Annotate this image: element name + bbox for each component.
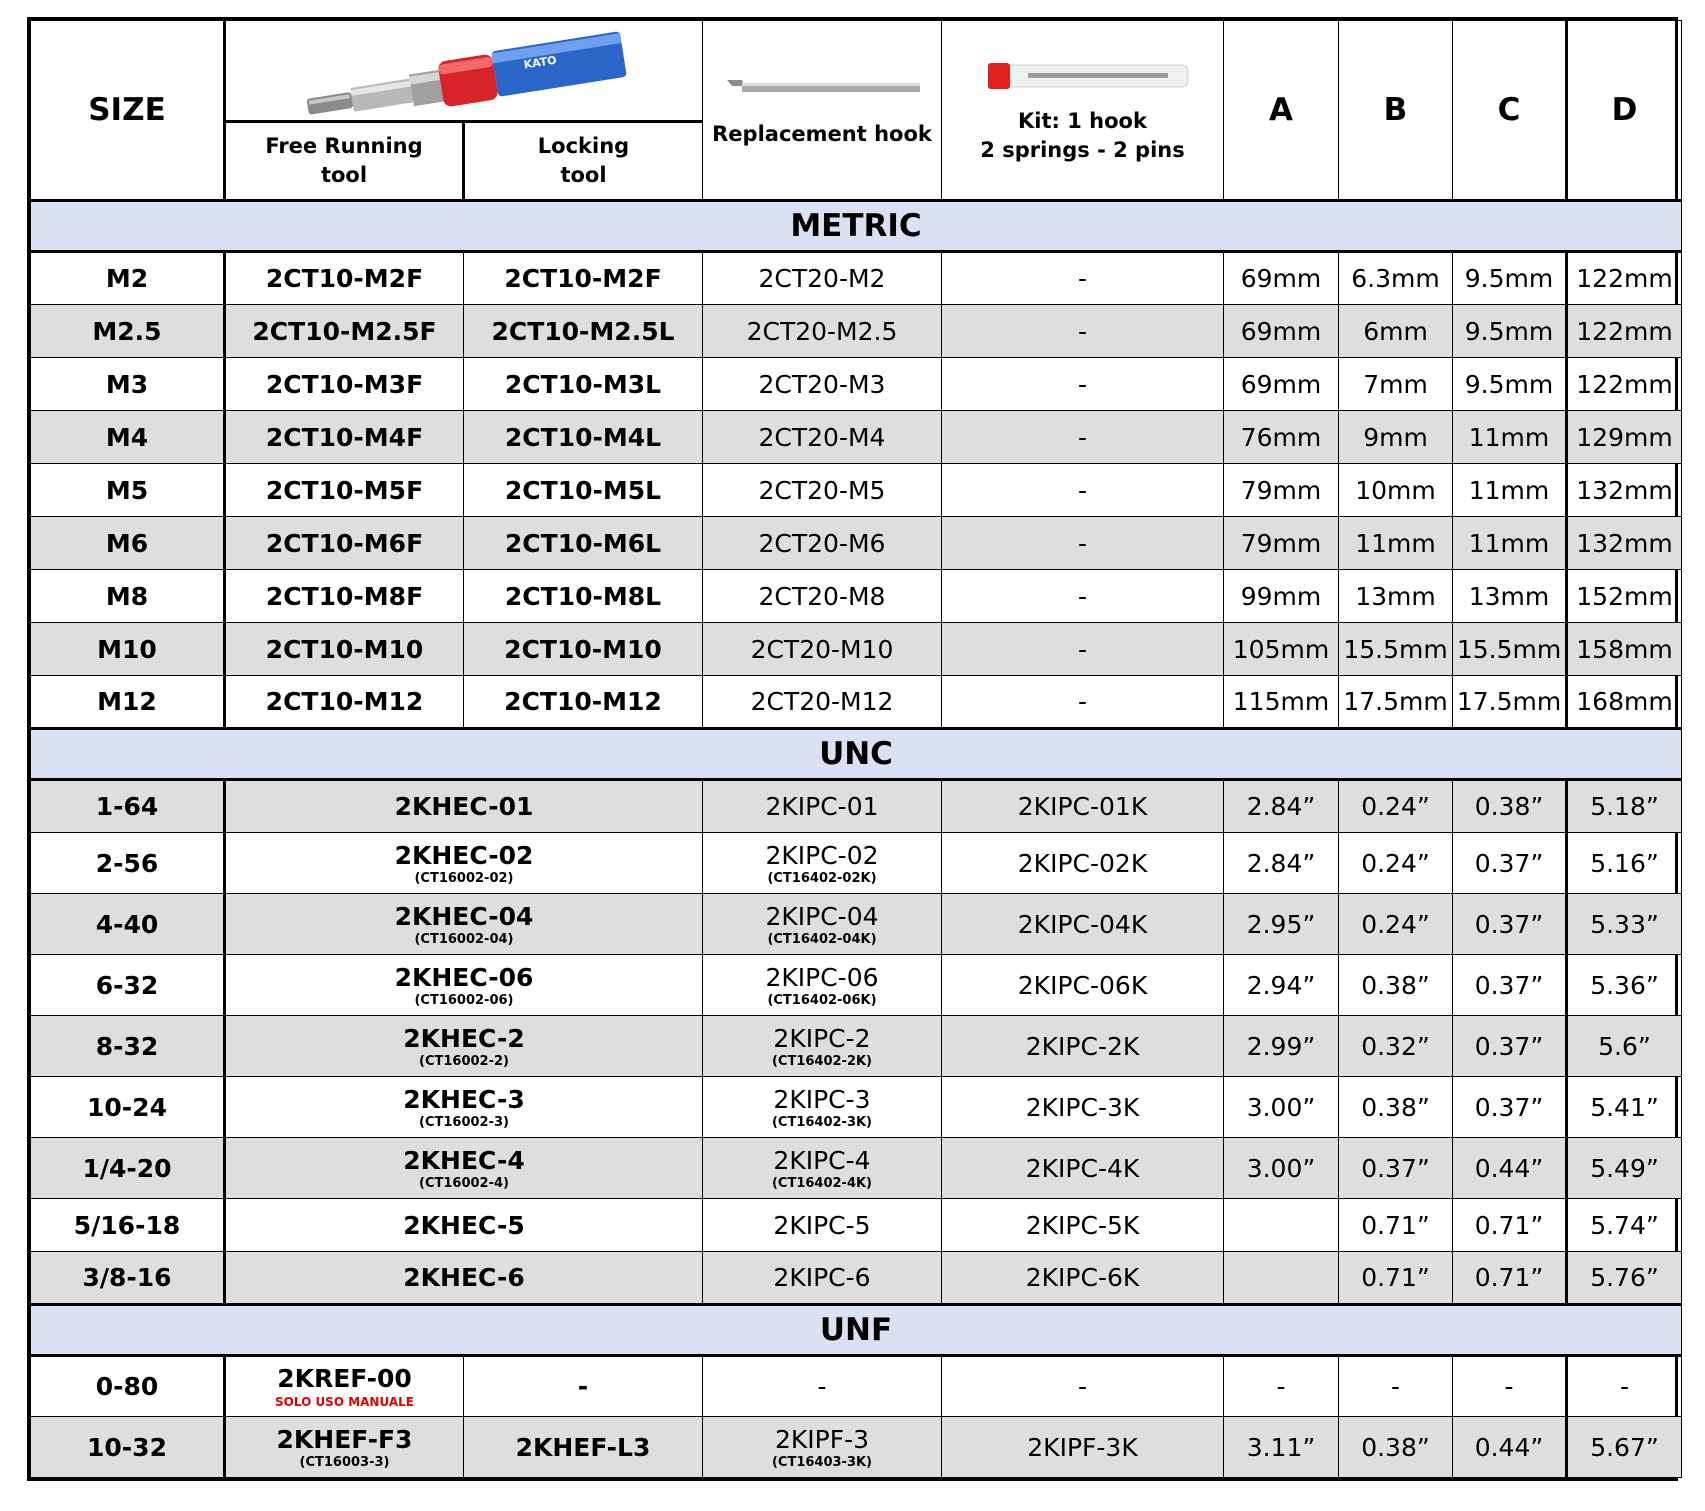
table-row — [31, 305, 1682, 358]
dim-b-cell: 13mm — [1339, 570, 1453, 623]
hook-cell-sub: (CT16402-3K) — [771, 1114, 873, 1130]
kit-cell: - — [942, 1356, 1224, 1417]
table-row — [31, 252, 1682, 305]
tool-cell-sub: (CT16002-4) — [419, 1175, 509, 1191]
table-row — [31, 623, 1682, 676]
dim-d-cell: 5.18” — [1567, 780, 1682, 833]
table-row — [31, 780, 1682, 833]
hook-cell-sub: (CT16402-06K) — [767, 992, 877, 1008]
kit-cell: - — [942, 517, 1224, 570]
kit-cell: - — [942, 252, 1224, 305]
dim-b-cell: 0.32” — [1339, 1016, 1453, 1077]
tool-cell: 2KHEC-6 — [225, 1252, 703, 1305]
tool-cell — [225, 1077, 703, 1138]
hook-cell: 2CT20-M5 — [703, 464, 942, 517]
hook-cell-value: 2KIPC-2 — [773, 1023, 871, 1053]
tool-cell: 2KHEC-5 — [225, 1199, 703, 1252]
kit-cell: 2KIPC-6K — [942, 1252, 1224, 1305]
size-cell: M12 — [31, 676, 225, 729]
free-running-cell: 2CT10-M10 — [225, 623, 464, 676]
table-row — [31, 1016, 1682, 1077]
dim-c-cell: 0.71” — [1453, 1199, 1567, 1252]
dim-a-cell: 105mm — [1224, 623, 1339, 676]
header-locking-line1: Locking — [537, 134, 630, 159]
table-row — [31, 1252, 1682, 1305]
tool-cell: 2KHEC-01 — [225, 780, 703, 833]
free-running-cell-value: 2KHEF-F3 — [276, 1424, 413, 1454]
hook-cell: 2KIPC-01 — [703, 780, 942, 833]
header-kit — [942, 21, 1224, 201]
dim-d-cell: 5.76” — [1567, 1252, 1682, 1305]
hook-cell: 2CT20-M4 — [703, 411, 942, 464]
hook-cell-value: 2KIPC-06 — [765, 962, 879, 992]
hook-cell: 2CT20-M3 — [703, 358, 942, 411]
tool-cell-value: 2KHEC-02 — [394, 840, 534, 870]
dim-d-cell: 5.33” — [1567, 894, 1682, 955]
tool-cell-value: 2KHEC-06 — [394, 962, 534, 992]
dim-d-cell: 122mm — [1567, 305, 1682, 358]
table-row — [31, 1356, 1682, 1417]
dim-c-cell: 9.5mm — [1453, 305, 1567, 358]
size-cell: M8 — [31, 570, 225, 623]
size-cell: 0-80 — [31, 1356, 225, 1417]
free-running-cell: 2CT10-M8F — [225, 570, 464, 623]
dim-a-cell: 2.99” — [1224, 1016, 1339, 1077]
size-cell: M10 — [31, 623, 225, 676]
dim-a-cell: - — [1224, 1356, 1339, 1417]
hook-cell — [703, 1077, 942, 1138]
dim-c-cell: 0.37” — [1453, 833, 1567, 894]
kit-cell: 2KIPC-5K — [942, 1199, 1224, 1252]
hook-cell-value: 2KIPC-4 — [773, 1145, 871, 1175]
hook-cell: 2CT20-M8 — [703, 570, 942, 623]
size-cell: 6-32 — [31, 955, 225, 1016]
dim-a-cell: 69mm — [1224, 305, 1339, 358]
dim-d-cell: 132mm — [1567, 517, 1682, 570]
hook-cell-value: 2KIPC-04 — [765, 901, 879, 931]
header-locking — [464, 122, 703, 201]
dim-d-cell: 5.74” — [1567, 1199, 1682, 1252]
dim-b-cell: 0.24” — [1339, 833, 1453, 894]
size-cell: 5/16-18 — [31, 1199, 225, 1252]
dim-c-cell: 0.71” — [1453, 1252, 1567, 1305]
table-row — [31, 1199, 1682, 1252]
metric-rows — [31, 252, 1682, 729]
tool-picture — [274, 26, 654, 116]
dim-d-cell: 5.49” — [1567, 1138, 1682, 1199]
size-cell: M4 — [31, 411, 225, 464]
kit-image — [968, 55, 1198, 97]
dim-d-cell: 168mm — [1567, 676, 1682, 729]
tool-cell-sub: (CT16002-3) — [419, 1114, 509, 1130]
table-row — [31, 1077, 1682, 1138]
free-running-cell: 2CT10-M4F — [225, 411, 464, 464]
hook-cell: 2KIPC-5 — [703, 1199, 942, 1252]
size-cell: M6 — [31, 517, 225, 570]
hook-cell-sub: (CT16402-02K) — [767, 870, 877, 886]
dim-d-cell: 5.16” — [1567, 833, 1682, 894]
locking-cell: 2CT10-M3L — [464, 358, 703, 411]
free-running-cell: 2CT10-M3F — [225, 358, 464, 411]
kit-cell: 2KIPC-2K — [942, 1016, 1224, 1077]
locking-cell: 2CT10-M12 — [464, 676, 703, 729]
dim-b-cell: 11mm — [1339, 517, 1453, 570]
size-cell: 3/8-16 — [31, 1252, 225, 1305]
dim-d-cell: 5.41” — [1567, 1077, 1682, 1138]
unc-rows — [31, 780, 1682, 1305]
dim-c-cell: - — [1453, 1356, 1567, 1417]
hook-cell-sub: (CT16403-3K) — [771, 1454, 873, 1470]
header-kit-line2: 2 springs - 2 pins — [980, 138, 1185, 162]
dim-d-cell: 5.6” — [1567, 1016, 1682, 1077]
locking-cell: - — [464, 1356, 703, 1417]
dim-a-cell: 3.00” — [1224, 1138, 1339, 1199]
dim-b-cell: 17.5mm — [1339, 676, 1453, 729]
dim-d-cell: 158mm — [1567, 623, 1682, 676]
dim-c-cell: 0.37” — [1453, 1077, 1567, 1138]
dim-a-cell — [1224, 1199, 1339, 1252]
tool-cell — [225, 955, 703, 1016]
dim-c-cell: 0.44” — [1453, 1417, 1567, 1478]
kit-cell: 2KIPC-04K — [942, 894, 1224, 955]
size-cell: 1/4-20 — [31, 1138, 225, 1199]
dim-c-cell: 0.37” — [1453, 1016, 1567, 1077]
table-row — [31, 358, 1682, 411]
header-c: C — [1453, 21, 1567, 201]
tool-cell — [225, 1138, 703, 1199]
dim-c-cell: 0.37” — [1453, 894, 1567, 955]
dim-a-cell: 2.84” — [1224, 833, 1339, 894]
header-replacement-hook-label: Replacement hook — [712, 122, 932, 146]
dim-c-cell: 0.44” — [1453, 1138, 1567, 1199]
locking-cell: 2CT10-M4L — [464, 411, 703, 464]
hook-cell-sub: (CT16402-04K) — [767, 931, 877, 947]
header-kit-line1: Kit: 1 hook — [1018, 109, 1147, 133]
hook-cell: 2CT20-M12 — [703, 676, 942, 729]
free-running-cell: 2CT10-M5F — [225, 464, 464, 517]
tool-image-cell — [225, 21, 703, 122]
kit-cell: 2KIPC-3K — [942, 1077, 1224, 1138]
free-running-cell-sub: SOLO USO MANUALE — [275, 1395, 414, 1409]
dim-c-cell: 17.5mm — [1453, 676, 1567, 729]
size-cell: 4-40 — [31, 894, 225, 955]
header-b: B — [1339, 21, 1453, 201]
tool-cell-value: 2KHEC-3 — [403, 1084, 525, 1114]
free-running-cell: 2CT10-M2F — [225, 252, 464, 305]
kit-cell: - — [942, 464, 1224, 517]
size-cell: M5 — [31, 464, 225, 517]
tool-cell-sub: (CT16002-04) — [414, 931, 514, 947]
hook-cell — [703, 955, 942, 1016]
size-cell: 1-64 — [31, 780, 225, 833]
dim-c-cell: 11mm — [1453, 517, 1567, 570]
tool-cell-value: 2KHEC-2 — [403, 1023, 525, 1053]
free-running-cell: 2CT10-M6F — [225, 517, 464, 570]
dim-d-cell: 132mm — [1567, 464, 1682, 517]
dim-a-cell: 69mm — [1224, 358, 1339, 411]
table-row — [31, 833, 1682, 894]
dim-a-cell: 76mm — [1224, 411, 1339, 464]
locking-cell: 2CT10-M2.5L — [464, 305, 703, 358]
table-row — [31, 411, 1682, 464]
table-row — [31, 676, 1682, 729]
kit-cell: - — [942, 305, 1224, 358]
hook-cell — [703, 1417, 942, 1478]
dim-c-cell: 11mm — [1453, 464, 1567, 517]
table-row — [31, 894, 1682, 955]
dim-b-cell: 6.3mm — [1339, 252, 1453, 305]
dim-b-cell: 9mm — [1339, 411, 1453, 464]
dim-a-cell: 2.84” — [1224, 780, 1339, 833]
kit-cell: 2KIPC-02K — [942, 833, 1224, 894]
header-a: A — [1224, 21, 1339, 201]
hook-cell — [703, 1138, 942, 1199]
kit-cell: 2KIPF-3K — [942, 1417, 1224, 1478]
locking-cell: 2CT10-M5L — [464, 464, 703, 517]
dim-a-cell — [1224, 1252, 1339, 1305]
tool-brand-label: KATO — [522, 53, 558, 72]
size-cell: M2.5 — [31, 305, 225, 358]
hook-cell — [703, 1016, 942, 1077]
table-row — [31, 1138, 1682, 1199]
dim-b-cell: 0.71” — [1339, 1199, 1453, 1252]
size-cell: 10-32 — [31, 1417, 225, 1478]
dim-c-cell: 0.37” — [1453, 955, 1567, 1016]
dim-b-cell: - — [1339, 1356, 1453, 1417]
kit-cell: - — [942, 623, 1224, 676]
tool-cell — [225, 1016, 703, 1077]
kit-cell: - — [942, 411, 1224, 464]
dim-b-cell: 10mm — [1339, 464, 1453, 517]
kit-cell: - — [942, 570, 1224, 623]
hook-cell — [703, 894, 942, 955]
tool-cell — [225, 833, 703, 894]
dim-c-cell: 11mm — [1453, 411, 1567, 464]
size-cell: 2-56 — [31, 833, 225, 894]
dim-b-cell: 0.38” — [1339, 1417, 1453, 1478]
hook-cell-value: 2KIPC-02 — [765, 840, 879, 870]
tool-cell-value: 2KHEC-4 — [403, 1145, 525, 1175]
size-cell: 10-24 — [31, 1077, 225, 1138]
dim-b-cell: 0.38” — [1339, 955, 1453, 1016]
header-free-running — [225, 122, 464, 201]
dim-d-cell: 129mm — [1567, 411, 1682, 464]
size-cell: M2 — [31, 252, 225, 305]
hook-cell: 2CT20-M6 — [703, 517, 942, 570]
dim-d-cell: - — [1567, 1356, 1682, 1417]
hook-image — [722, 68, 922, 108]
hook-cell-value: 2KIPF-3 — [774, 1424, 870, 1454]
free-running-cell: 2CT10-M2.5F — [225, 305, 464, 358]
dim-c-cell: 13mm — [1453, 570, 1567, 623]
locking-cell: 2CT10-M8L — [464, 570, 703, 623]
dim-a-cell: 3.11” — [1224, 1417, 1339, 1478]
locking-cell: 2CT10-M2F — [464, 252, 703, 305]
dim-d-cell: 122mm — [1567, 252, 1682, 305]
dim-c-cell: 9.5mm — [1453, 252, 1567, 305]
tool-cell-sub: (CT16002-06) — [414, 992, 514, 1008]
dim-a-cell: 99mm — [1224, 570, 1339, 623]
section-unf: UNF — [31, 1305, 1682, 1356]
tool-cell-sub: (CT16002-02) — [414, 870, 514, 886]
dim-d-cell: 5.67” — [1567, 1417, 1682, 1478]
free-running-cell: 2CT10-M12 — [225, 676, 464, 729]
dim-c-cell: 0.38” — [1453, 780, 1567, 833]
header-free-running-line1: Free Running — [265, 134, 423, 159]
hook-cell: 2CT20-M10 — [703, 623, 942, 676]
hook-cell: 2CT20-M2.5 — [703, 305, 942, 358]
dim-b-cell: 6mm — [1339, 305, 1453, 358]
dim-b-cell: 0.37” — [1339, 1138, 1453, 1199]
dim-a-cell: 3.00” — [1224, 1077, 1339, 1138]
tangless-tool-image — [226, 26, 702, 116]
header-size: SIZE — [31, 21, 225, 201]
hook-cell-value: 2KIPC-3 — [773, 1084, 871, 1114]
kit-cell: 2KIPC-06K — [942, 955, 1224, 1016]
locking-cell: 2CT10-M10 — [464, 623, 703, 676]
hook-cell — [703, 833, 942, 894]
hook-cell: 2CT20-M2 — [703, 252, 942, 305]
dim-d-cell: 152mm — [1567, 570, 1682, 623]
dim-a-cell: 79mm — [1224, 517, 1339, 570]
kit-cell: 2KIPC-01K — [942, 780, 1224, 833]
product-table — [27, 17, 1678, 1481]
dim-b-cell: 0.24” — [1339, 894, 1453, 955]
section-unc: UNC — [31, 729, 1682, 780]
hook-cell-sub: (CT16402-2K) — [771, 1053, 873, 1069]
size-cell: 8-32 — [31, 1016, 225, 1077]
dim-d-cell: 5.36” — [1567, 955, 1682, 1016]
dim-a-cell: 79mm — [1224, 464, 1339, 517]
hook-cell-sub: (CT16402-4K) — [771, 1175, 873, 1191]
dim-c-cell: 15.5mm — [1453, 623, 1567, 676]
table-row — [31, 1417, 1682, 1478]
table-row — [31, 517, 1682, 570]
tool-cell — [225, 894, 703, 955]
dim-a-cell: 2.95” — [1224, 894, 1339, 955]
free-running-cell-value: 2KREF-00 — [277, 1364, 412, 1393]
locking-cell: 2KHEF-L3 — [464, 1417, 703, 1478]
dim-b-cell: 0.24” — [1339, 780, 1453, 833]
hook-cell: 2KIPC-6 — [703, 1252, 942, 1305]
header-free-running-line2: tool — [320, 163, 368, 188]
free-running-cell — [225, 1417, 464, 1478]
dim-c-cell: 9.5mm — [1453, 358, 1567, 411]
kit-cell: - — [942, 358, 1224, 411]
dim-b-cell: 0.38” — [1339, 1077, 1453, 1138]
dim-b-cell: 7mm — [1339, 358, 1453, 411]
free-running-cell-sub: (CT16003-3) — [299, 1454, 390, 1470]
unf-rows — [31, 1356, 1682, 1478]
header-replacement-hook — [703, 21, 942, 201]
locking-cell: 2CT10-M6L — [464, 517, 703, 570]
dim-a-cell: 115mm — [1224, 676, 1339, 729]
kit-cell: - — [942, 676, 1224, 729]
dim-a-cell: 69mm — [1224, 252, 1339, 305]
section-metric: METRIC — [31, 201, 1682, 252]
table-row — [31, 955, 1682, 1016]
free-running-cell — [225, 1356, 464, 1417]
dim-d-cell: 122mm — [1567, 358, 1682, 411]
hook-cell: - — [703, 1356, 942, 1417]
size-cell: M3 — [31, 358, 225, 411]
dim-a-cell: 2.94” — [1224, 955, 1339, 1016]
dim-b-cell: 0.71” — [1339, 1252, 1453, 1305]
tool-cell-value: 2KHEC-04 — [394, 901, 534, 931]
header-d: D — [1567, 21, 1682, 201]
header-locking-line2: tool — [560, 163, 607, 188]
tool-cell-sub: (CT16002-2) — [419, 1053, 509, 1069]
table-row — [31, 570, 1682, 623]
dim-b-cell: 15.5mm — [1339, 623, 1453, 676]
table-row — [31, 464, 1682, 517]
kit-cell: 2KIPC-4K — [942, 1138, 1224, 1199]
